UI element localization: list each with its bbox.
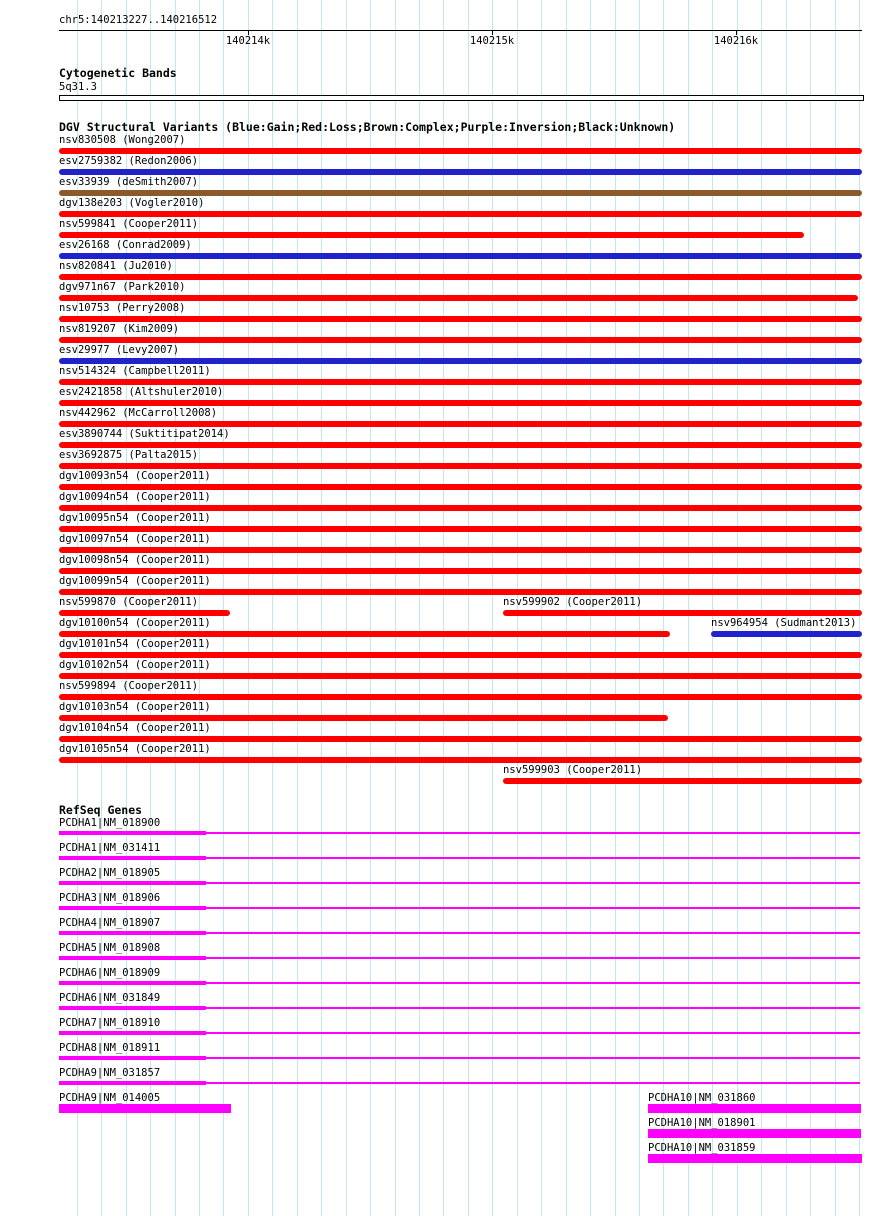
variant-label[interactable]: nsv964954 (Sudmant2013) bbox=[711, 617, 857, 629]
variant-label[interactable]: dgv138e203 (Vogler2010) bbox=[59, 197, 205, 209]
gene-label[interactable]: PCDHA1|NM_031411 bbox=[59, 842, 161, 854]
gene-exon[interactable] bbox=[59, 831, 206, 835]
variant-label[interactable]: nsv599894 (Cooper2011) bbox=[59, 680, 199, 692]
variant-label[interactable]: dgv10102n54 (Cooper2011) bbox=[59, 659, 211, 671]
variant-label[interactable]: dgv10101n54 (Cooper2011) bbox=[59, 638, 211, 650]
gene-exon-box[interactable] bbox=[648, 1104, 861, 1113]
variant-bar-loss[interactable] bbox=[59, 421, 862, 427]
variant-label[interactable]: nsv820841 (Ju2010) bbox=[59, 260, 173, 272]
gene-exon[interactable] bbox=[59, 856, 206, 860]
variant-label[interactable]: dgv10100n54 (Cooper2011) bbox=[59, 617, 211, 629]
variant-bar-loss[interactable] bbox=[59, 295, 858, 301]
gene-exon[interactable] bbox=[59, 956, 206, 960]
variant-bar-loss[interactable] bbox=[59, 211, 862, 217]
variant-label[interactable]: dgv10099n54 (Cooper2011) bbox=[59, 575, 211, 587]
gene-exon-box[interactable] bbox=[648, 1154, 862, 1163]
variant-label[interactable]: nsv599870 (Cooper2011) bbox=[59, 596, 199, 608]
gene-exon[interactable] bbox=[59, 981, 206, 985]
variant-label[interactable]: nsv10753 (Perry2008) bbox=[59, 302, 186, 314]
variant-label[interactable]: esv3890744 (Suktitipat2014) bbox=[59, 428, 230, 440]
variant-bar-loss[interactable] bbox=[59, 736, 862, 742]
variant-label[interactable]: nsv830508 (Wong2007) bbox=[59, 134, 186, 146]
gene-label[interactable]: PCDHA9|NM_014005 bbox=[59, 1092, 161, 1104]
variant-bar-loss[interactable] bbox=[59, 673, 862, 679]
variant-label[interactable]: dgv10103n54 (Cooper2011) bbox=[59, 701, 211, 713]
gene-exon[interactable] bbox=[59, 931, 206, 935]
variant-bar-loss[interactable] bbox=[503, 778, 862, 784]
gene-label[interactable]: PCDHA10|NM_018901 bbox=[648, 1117, 756, 1129]
variant-bar-loss[interactable] bbox=[59, 379, 862, 385]
variant-bar-loss[interactable] bbox=[59, 337, 862, 343]
variant-bar-loss[interactable] bbox=[59, 400, 862, 406]
gene-exon[interactable] bbox=[59, 1031, 206, 1035]
variant-bar-complex[interactable] bbox=[59, 190, 862, 196]
section-title-cytobands: Cytogenetic Bands bbox=[59, 66, 177, 80]
variant-bar-loss[interactable] bbox=[59, 505, 862, 511]
variant-bar-loss[interactable] bbox=[59, 316, 862, 322]
section-title-refseq: RefSeq Genes bbox=[59, 803, 143, 817]
cytoband-label[interactable]: 5q31.3 bbox=[59, 81, 97, 93]
variant-label[interactable]: nsv599903 (Cooper2011) bbox=[503, 764, 643, 776]
variant-label[interactable]: dgv10093n54 (Cooper2011) bbox=[59, 470, 211, 482]
variant-label[interactable]: esv33939 (deSmith2007) bbox=[59, 176, 199, 188]
variant-bar-gain[interactable] bbox=[59, 253, 862, 259]
variant-label[interactable]: esv2759382 (Redon2006) bbox=[59, 155, 199, 167]
variant-label[interactable]: dgv10094n54 (Cooper2011) bbox=[59, 491, 211, 503]
variant-bar-loss[interactable] bbox=[59, 442, 862, 448]
variant-label[interactable]: dgv10097n54 (Cooper2011) bbox=[59, 533, 211, 545]
variant-bar-loss[interactable] bbox=[59, 274, 862, 280]
variant-bar-loss[interactable] bbox=[59, 568, 862, 574]
variant-label[interactable]: dgv971n67 (Park2010) bbox=[59, 281, 186, 293]
variant-bar-gain[interactable] bbox=[59, 358, 862, 364]
gene-exon[interactable] bbox=[59, 881, 206, 885]
variant-label[interactable]: dgv10105n54 (Cooper2011) bbox=[59, 743, 211, 755]
ruler-tick-label: 140215k bbox=[469, 35, 515, 47]
gene-label[interactable]: PCDHA8|NM_018911 bbox=[59, 1042, 161, 1054]
variant-bar-loss[interactable] bbox=[59, 526, 862, 532]
variant-label[interactable]: nsv599902 (Cooper2011) bbox=[503, 596, 643, 608]
gene-label[interactable]: PCDHA1|NM_018900 bbox=[59, 817, 161, 829]
gene-exon-box[interactable] bbox=[59, 1104, 231, 1113]
ruler-tick-label: 140216k bbox=[713, 35, 759, 47]
variant-label[interactable]: nsv819207 (Kim2009) bbox=[59, 323, 180, 335]
gene-exon[interactable] bbox=[59, 906, 206, 910]
variant-bar-loss[interactable] bbox=[59, 631, 670, 637]
variant-label[interactable]: dgv10098n54 (Cooper2011) bbox=[59, 554, 211, 566]
variant-bar-gain[interactable] bbox=[711, 631, 862, 637]
variant-label[interactable]: dgv10095n54 (Cooper2011) bbox=[59, 512, 211, 524]
gene-exon-box[interactable] bbox=[648, 1129, 861, 1138]
variant-bar-loss[interactable] bbox=[503, 610, 862, 616]
variant-label[interactable]: esv29977 (Levy2007) bbox=[59, 344, 180, 356]
variant-bar-loss[interactable] bbox=[59, 652, 862, 658]
gene-label[interactable]: PCDHA10|NM_031860 bbox=[648, 1092, 756, 1104]
variant-label[interactable]: esv3692875 (Palta2015) bbox=[59, 449, 199, 461]
variant-label[interactable]: nsv514324 (Campbell2011) bbox=[59, 365, 211, 377]
ruler-tick-label: 140214k bbox=[225, 35, 271, 47]
variant-label[interactable]: nsv442962 (McCarroll2008) bbox=[59, 407, 218, 419]
ruler-baseline bbox=[59, 30, 862, 31]
variant-label[interactable]: esv26168 (Conrad2009) bbox=[59, 239, 192, 251]
variant-bar-loss[interactable] bbox=[59, 463, 862, 469]
gene-exon[interactable] bbox=[59, 1081, 206, 1085]
variant-label[interactable]: dgv10104n54 (Cooper2011) bbox=[59, 722, 211, 734]
variant-bar-loss[interactable] bbox=[59, 694, 862, 700]
variant-bar-loss[interactable] bbox=[59, 715, 668, 721]
gene-label[interactable]: PCDHA5|NM_018908 bbox=[59, 942, 161, 954]
gene-label[interactable]: PCDHA6|NM_031849 bbox=[59, 992, 161, 1004]
gene-label[interactable]: PCDHA4|NM_018907 bbox=[59, 917, 161, 929]
gene-exon[interactable] bbox=[59, 1056, 206, 1060]
region-label: chr5:140213227..140216512 bbox=[59, 14, 218, 26]
gene-label[interactable]: PCDHA6|NM_018909 bbox=[59, 967, 161, 979]
gene-label[interactable]: PCDHA2|NM_018905 bbox=[59, 867, 161, 879]
variant-label[interactable]: nsv599841 (Cooper2011) bbox=[59, 218, 199, 230]
gene-exon[interactable] bbox=[59, 1006, 206, 1010]
cytoband-bar[interactable] bbox=[59, 95, 864, 101]
variant-bar-loss[interactable] bbox=[59, 484, 862, 490]
variant-bar-loss[interactable] bbox=[59, 232, 804, 238]
variant-bar-gain[interactable] bbox=[59, 169, 862, 175]
variant-label[interactable]: esv2421858 (Altshuler2010) bbox=[59, 386, 224, 398]
gene-label[interactable]: PCDHA9|NM_031857 bbox=[59, 1067, 161, 1079]
gene-label[interactable]: PCDHA3|NM_018906 bbox=[59, 892, 161, 904]
gene-label[interactable]: PCDHA10|NM_031859 bbox=[648, 1142, 756, 1154]
section-title-dgv: DGV Structural Variants (Blue:Gain;Red:Loss;Brown:Complex;Purple:Inversion;Black:Unknown) bbox=[59, 120, 676, 134]
variant-bar-loss[interactable] bbox=[59, 148, 862, 154]
variant-bar-loss[interactable] bbox=[59, 589, 862, 595]
variant-bar-loss[interactable] bbox=[59, 547, 862, 553]
variant-bar-loss[interactable] bbox=[59, 757, 862, 763]
variant-bar-loss[interactable] bbox=[59, 610, 230, 616]
gene-label[interactable]: PCDHA7|NM_018910 bbox=[59, 1017, 161, 1029]
